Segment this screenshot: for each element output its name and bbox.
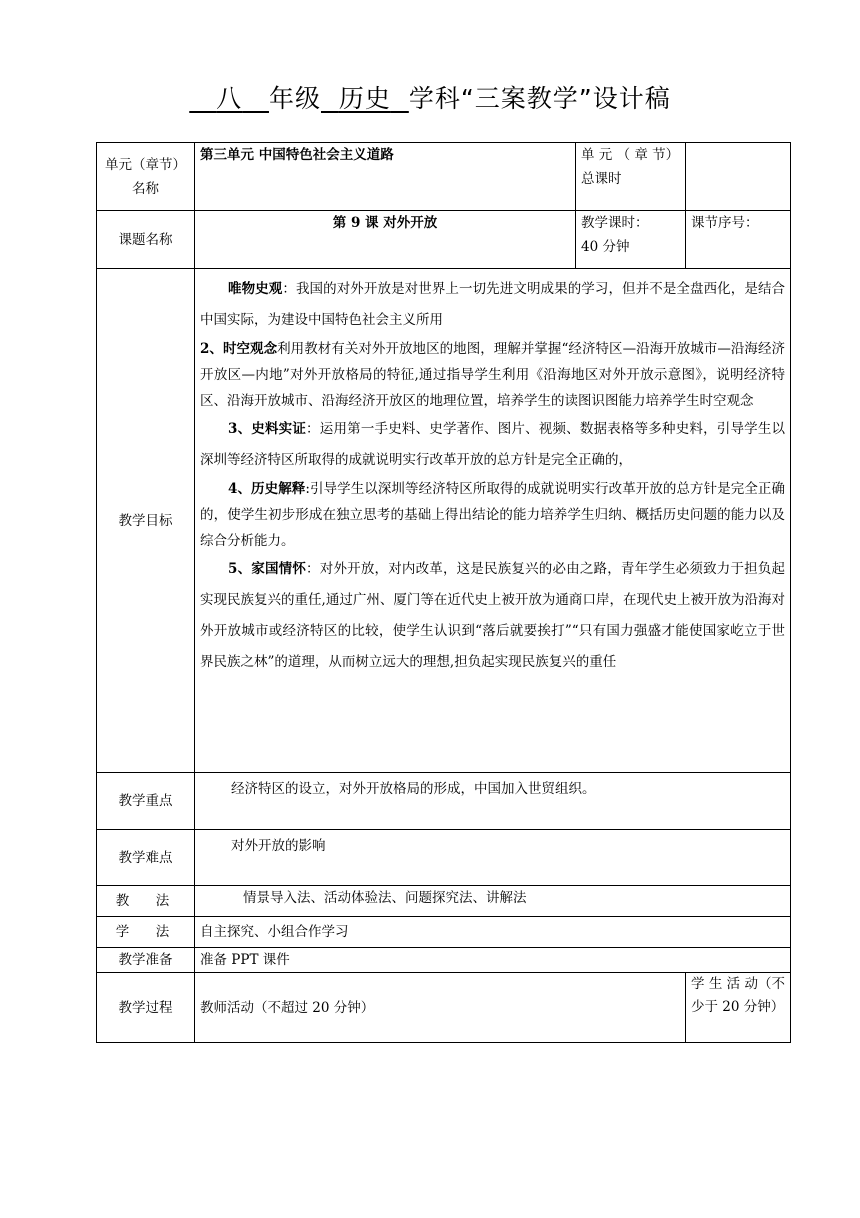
key-row	[97, 773, 791, 830]
lesson-plan-table	[96, 142, 791, 1043]
goal-item: 2、时空观念利用教材有关对外开放地区的地图，理解并掌握“经济特区—沿海开放城市—沿海经济开放区—内地”对外开放格局的特征,通过指导学生利用《沿海地区对外开放示意图》，说明经济特区、沿海开放城市、沿海经济开放区的地理位置，培养学生的读图识图能力培养学生时空观念	[200, 341, 786, 409]
lesson-label: 课题名称	[97, 211, 195, 269]
learning-method-row	[97, 917, 791, 948]
unit-value: 第三单元 中国特色社会主义道路	[195, 143, 576, 211]
goal-item: 唯物史观：我国的对外开放是对世界上一切先进文明成果的学习，但并不是全盘西化，是结合中国实际，为建设中国特色社会主义所用	[200, 281, 786, 328]
grade-field: 八	[216, 84, 243, 113]
lesson-hours-value: 40 分钟	[581, 239, 630, 255]
preparation-row	[97, 948, 791, 973]
lesson-row	[97, 211, 791, 269]
difficulty-label: 教学难点	[97, 830, 195, 886]
unit-label: 单元（章节）名称	[97, 143, 195, 211]
lesson-seq-label: 课节序号：	[686, 211, 791, 269]
goal-item: 4、历史解释:引导学生以深圳等经济特区所取得的成就说明实行改革开放的总方针是完全正确的，使学生初步形成在独立思考的基础上得出结论的能力培养学生归纳、概括历史问题的能力以及综合分析能力。	[200, 481, 786, 549]
goal-item: 5、家国情怀：对外开放，对内改革，这是民族复兴的必由之路，青年学生必须致力于担负起实现民族复兴的重任,通过广州、厦门等在近代史上被开放为通商口岸，在现代史上被开放为沿海对外开放城市或经济特区的比较，使学生认识到“落后就要挨打”“只有国力强盛才能使国家屹立于世界民族之林”的道理，从而树立远大的理想,担负起实现民族复兴的重任	[200, 561, 786, 670]
goals-label: 教学目标	[97, 269, 195, 773]
title-rest: 学科“三案教学”设计稿	[408, 84, 671, 113]
goal-item: 3、史料实证：运用第一手史料、史学著作、图片、视频、数据表格等多种史料，引导学生以深圳等经济特区所取得的成就说明实行改革开放的总方针是完全正确的，	[200, 421, 786, 468]
key-label: 教学重点	[97, 773, 195, 830]
subject-field: 历史	[338, 84, 391, 113]
document-title	[0, 82, 860, 116]
teacher-activity: 教师活动（不超过 20 分钟）	[195, 973, 686, 1043]
lesson-hours	[576, 211, 686, 269]
lesson-value: 第 9 课 对外开放	[195, 211, 576, 269]
goals-row	[97, 269, 791, 773]
teaching-method-value: 情景导入法、活动体验法、问题探究法、讲解法	[195, 886, 791, 917]
teaching-method-label: 教 法	[97, 886, 195, 917]
process-label: 教学过程	[97, 973, 195, 1043]
learning-method-value: 自主探究、小组合作学习	[195, 917, 791, 948]
grade-suffix: 年级	[268, 84, 321, 113]
teaching-method-row	[97, 886, 791, 917]
unit-hours-value	[686, 143, 791, 211]
unit-row	[97, 143, 791, 211]
goals-content	[195, 269, 791, 773]
key-value: 经济特区的设立，对外开放格局的形成，中国加入世贸组织。	[195, 773, 791, 830]
lesson-hours-label: 教学课时：	[581, 215, 649, 231]
difficulty-value: 对外开放的影响	[195, 830, 791, 886]
preparation-value: 准备 PPT 课件	[195, 948, 791, 973]
student-activity: 学 生 活 动（不少于 20 分钟）	[686, 973, 791, 1043]
learning-method-label: 学 法	[97, 917, 195, 948]
process-row	[97, 973, 791, 1043]
unit-hours-label: 单 元 （ 章 节）总课时	[576, 143, 686, 211]
difficulty-row	[97, 830, 791, 886]
preparation-label: 教学准备	[97, 948, 195, 973]
